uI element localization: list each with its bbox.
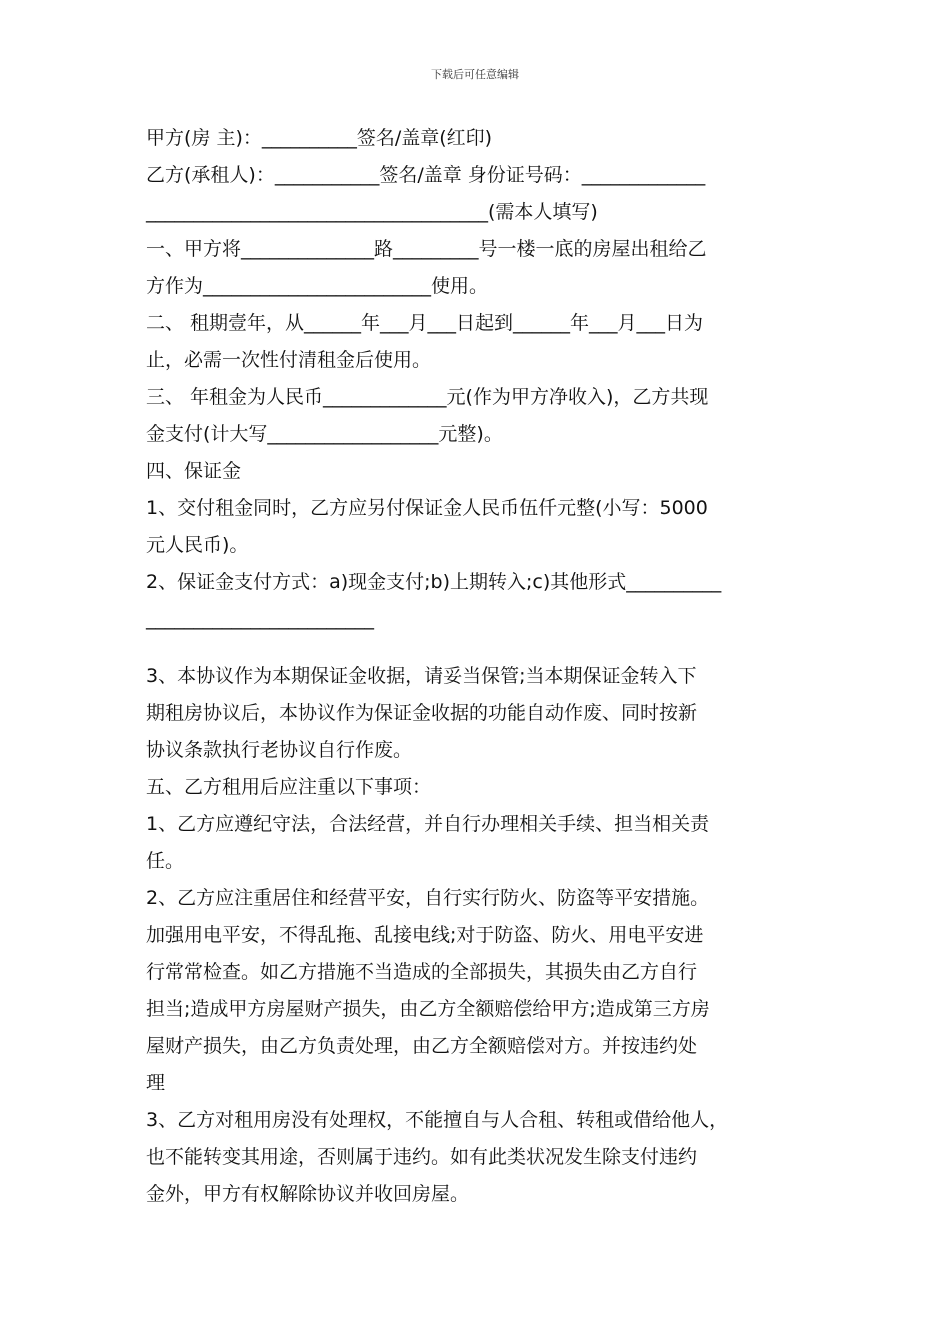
text-line: ____________________________________(需本人填写) <box>146 201 598 223</box>
text-line: 1、交付租金同时，乙方应另付保证金人民币伍仟元整(小写：5000 <box>146 497 708 519</box>
text-line: 五、乙方租用后应注重以下事项： <box>146 776 432 798</box>
text-line: 二、 租期壹年，从______年___月___日起到______年___月___日为 <box>146 312 704 334</box>
text-line: 屋财产损失，由乙方负责处理，由乙方全额赔偿对方。并按违约处 <box>146 1035 698 1057</box>
text-line: 3、乙方对租用房没有处理权，不能擅自与人合租、转租或借给他人， <box>146 1109 729 1131</box>
text-line: 1、乙方应遵纪守法，合法经营，并自行办理相关手续、担当相关责 <box>146 813 710 835</box>
text-line: 方作为________________________使用。 <box>146 275 489 297</box>
text-line: 也不能转变其用途，否则属于违约。如有此类状况发生除支付违约 <box>146 1146 698 1168</box>
text-line: 乙方(承租人)：___________签名/盖章 身份证号码：_____________ <box>146 164 706 186</box>
text-line: 四、保证金 <box>146 460 242 482</box>
text-line: 甲方(房 主)：__________签名/盖章(红印) <box>146 127 493 149</box>
text-line: 金支付(计大写__________________元整)。 <box>146 423 503 445</box>
text-line: 理 <box>146 1072 166 1094</box>
text-line: 金外，甲方有权解除协议并收回房屋。 <box>146 1183 470 1205</box>
text-line: 一、甲方将______________路_________号一楼一底的房屋出租给乙 <box>146 238 707 260</box>
text-line: 协议条款执行老协议自行作废。 <box>146 739 413 761</box>
page-header: 下载后可任意编辑 <box>431 68 519 81</box>
document-body <box>146 120 811 1213</box>
text-line: 3、本协议作为本期保证金收据，请妥当保管;当本期保证金转入下 <box>146 665 697 687</box>
text-line: 2、乙方应注重居住和经营平安，自行实行防火、防盗等平安措施。 <box>146 887 710 909</box>
text-line: 任。 <box>146 850 185 872</box>
text-line: 元人民币)。 <box>146 534 249 556</box>
text-line: ________________________ <box>146 608 374 630</box>
text-line: 2、保证金支付方式：a)现金支付;b)上期转入;c)其他形式__________ <box>146 571 722 593</box>
text-line: 止，必需一次性付清租金后使用。 <box>146 349 432 371</box>
text-line: 三、 年租金为人民币_____________元(作为甲方净收入)，乙方共现 <box>146 386 709 408</box>
text-line: 行常常检查。如乙方措施不当造成的全部损失，其损失由乙方自行 <box>146 961 698 983</box>
text-line: 担当;造成甲方房屋财产损失，由乙方全额赔偿给甲方;造成第三方房 <box>146 998 710 1020</box>
text-line: 期租房协议后，本协议作为保证金收据的功能自动作废、同时按新 <box>146 702 698 724</box>
paragraph-gap <box>146 638 811 658</box>
text-line: 加强用电平安，不得乱拖、乱接电线;对于防盗、防火、用电平安进 <box>146 924 704 946</box>
